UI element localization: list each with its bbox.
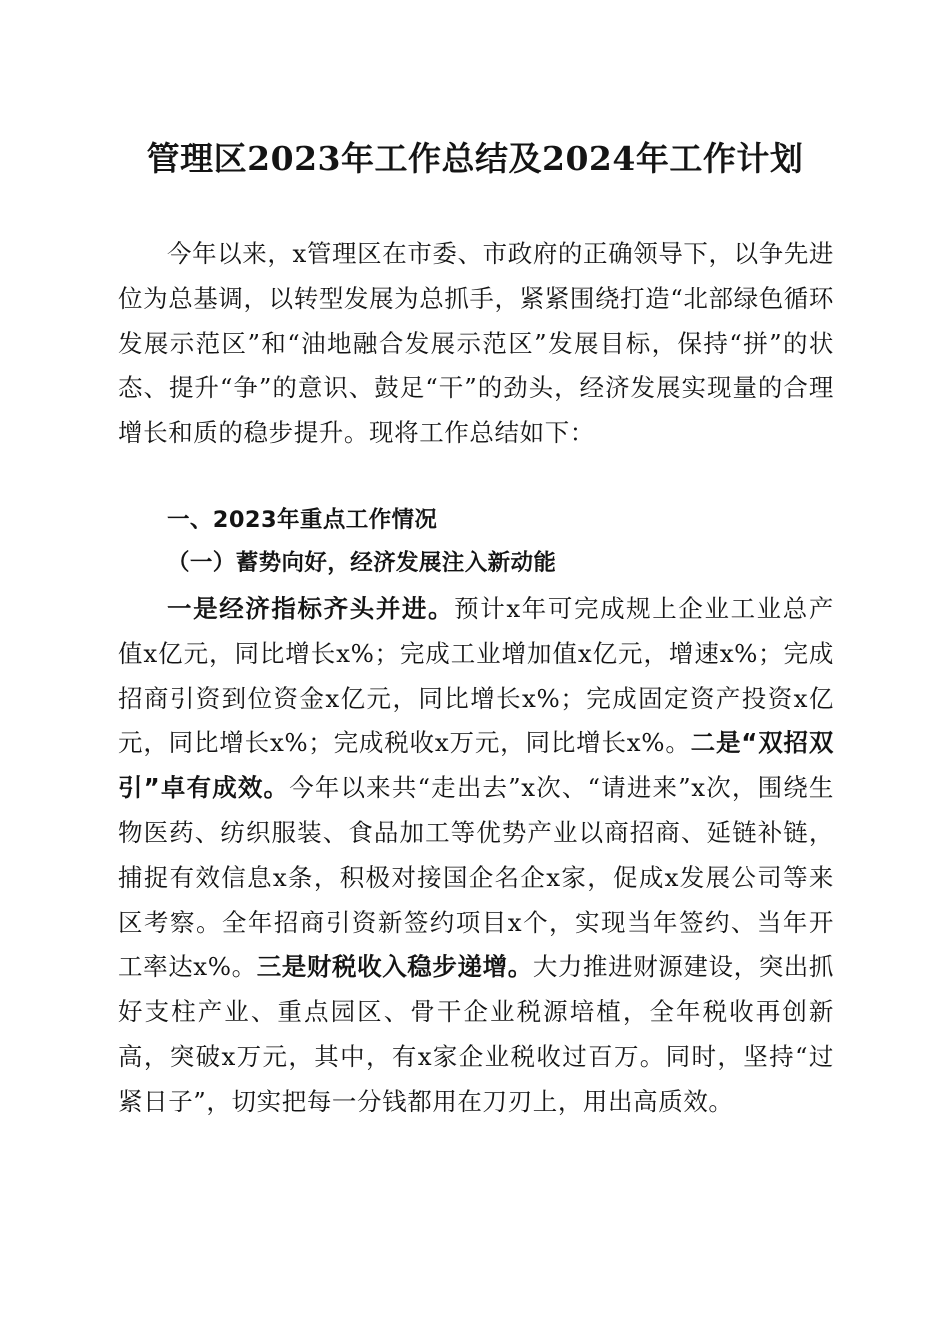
intro-paragraph: 今年以来，x管理区在市委、市政府的正确领导下，以争先进位为总基调，以转型发展为总抓手，紧紧围绕打造“北部绿色循环发展示范区”和“油地融合发展示范区”发展目标，保持“拼”的状态、提升“争”的意识、鼓足“干”的劲头，经济发展实现量的合理增长和质的稳步提升。现将工作总结如下： (118, 239, 835, 448)
section-heading: 一、2023年重点工作情况 (167, 507, 438, 533)
point-lead: 二是“双招双引”卓有成效。 (118, 728, 834, 803)
point-text: 今年以来共“走出去”x次、“请进来”x次，围绕生物医药、纺织服装、食品加工等优势产业以商招商、延链补链，捕捉有效信息x条，积极对接国企名企x家，促成x发展公司等来区考察。全年招商引资新签约项目x个，实现当年签约、当年开工率达x%。 (118, 773, 834, 982)
point-lead: 三是财税收入稳步递增。 (256, 952, 533, 982)
point-text: 预计x年可完成规上企业工业总产值x亿元，同比增长x%；完成工业增加值x亿元，增速x%；完成招商引资到位资金x亿元，同比增长x%；完成固定资产投资x亿元，同比增长x%；完成税收x万元，同比增长x%。 (118, 594, 834, 758)
point-text: 大力推进财源建设，突出抓好支柱产业、重点园区、骨干企业税源培植，全年税收再创新高，突破x万元，其中，有x家企业税收过百万。同时，坚持“过紧日子”，切实把每一分钱都用在刀刃上，用出高质效。 (118, 952, 835, 1116)
subsection-heading: （一）蓄势向好，经济发展注入新动能 (167, 550, 557, 576)
point-lead: 一是经济指标齐头并进。 (167, 594, 455, 623)
body-paragraph (118, 587, 834, 1125)
document-title: 管理区2023年工作总结及2024年工作计划 (146, 139, 804, 178)
